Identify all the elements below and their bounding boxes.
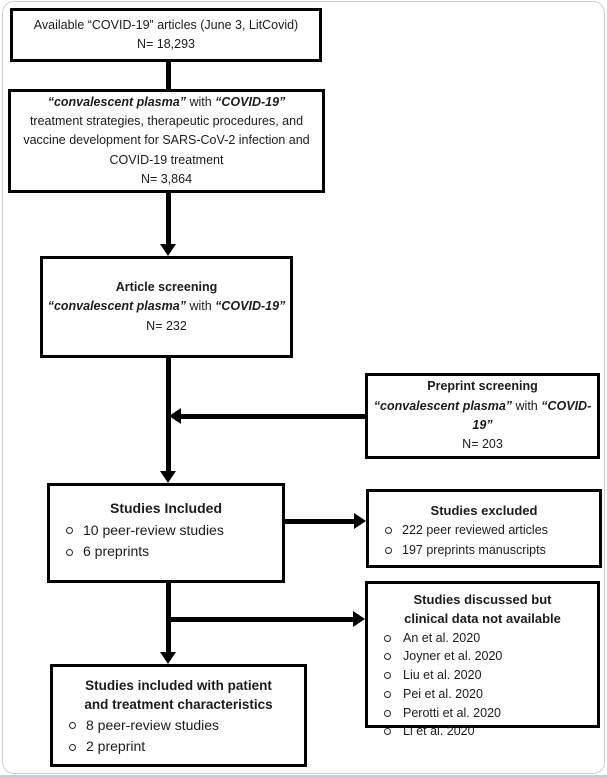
studies-included-title: Studies Included xyxy=(109,500,222,516)
list-item xyxy=(368,722,597,741)
studies-discussed-title: Studies discussed but xyxy=(413,592,552,607)
studies-discussed-title: clinical data not available xyxy=(404,610,561,626)
list-item xyxy=(368,704,597,723)
list-item-label: Pei et al. 2020 xyxy=(403,686,483,701)
arrowhead-down-icon xyxy=(160,244,176,256)
list-item xyxy=(50,520,282,542)
list-item xyxy=(368,666,597,685)
circle-bullet-icon xyxy=(69,744,76,751)
list-item xyxy=(53,736,304,758)
flow-box-preprint-screening xyxy=(365,373,600,459)
connector-line xyxy=(181,414,365,419)
list-item xyxy=(369,521,599,540)
search-phrase-covid: “COVID-19” xyxy=(215,94,286,109)
circle-bullet-icon xyxy=(385,547,392,554)
list-item xyxy=(53,715,304,737)
list-item xyxy=(368,685,597,704)
final-included-title: Studies included with patient xyxy=(85,678,272,693)
search-terms-text: vaccine development for SARS-CoV-2 infection and xyxy=(23,133,310,148)
circle-bullet-icon xyxy=(384,635,391,642)
list-item-label: 197 preprints manuscripts xyxy=(402,542,546,557)
arrowhead-right-icon xyxy=(354,513,366,529)
circle-bullet-icon xyxy=(66,549,73,556)
circle-bullet-icon xyxy=(385,527,392,534)
connector-line xyxy=(166,193,171,244)
list-item-label: 2 preprint xyxy=(86,738,146,755)
list-item xyxy=(368,629,597,648)
flow-box-article-screening xyxy=(40,256,293,358)
circle-bullet-icon xyxy=(66,527,73,534)
flow-box-studies-discussed xyxy=(365,581,600,739)
preprint-screening-line xyxy=(368,397,597,436)
flow-box-search-terms xyxy=(8,89,325,193)
circle-bullet-icon xyxy=(384,653,391,660)
available-articles-text: Available “COVID-19” articles (June 3, LitCovid) xyxy=(33,17,299,32)
available-articles-count: N= 18,293 xyxy=(136,37,196,51)
flow-box-studies-excluded xyxy=(366,489,602,568)
search-phrase-plasma: “convalescent plasma” xyxy=(47,94,186,109)
list-item-label: 6 preprints xyxy=(83,543,150,560)
arrowhead-right-icon xyxy=(353,611,365,627)
search-phrase-covid: “COVID-19” xyxy=(472,398,592,432)
flow-box-studies-included xyxy=(47,483,285,583)
list-item-label: 10 peer-review studies xyxy=(83,521,224,538)
arrowhead-down-icon xyxy=(160,652,176,664)
list-item-label: An et al. 2020 xyxy=(403,630,481,645)
list-item xyxy=(368,647,597,666)
circle-bullet-icon xyxy=(69,722,76,729)
search-phrase-covid: “COVID-19” xyxy=(215,299,286,314)
list-item-label: Perotti et al. 2020 xyxy=(403,705,501,720)
connector-line xyxy=(171,617,353,622)
search-terms-text: treatment strategies, therapeutic procedures, and xyxy=(29,113,304,128)
studies-excluded-title: Studies excluded xyxy=(430,503,538,518)
circle-bullet-icon xyxy=(384,691,391,698)
arrowhead-left-icon xyxy=(169,408,181,424)
list-item-label: Joyner et al. 2020 xyxy=(403,649,503,664)
list-item xyxy=(369,541,599,560)
article-screening-line xyxy=(43,297,290,316)
search-terms-count: N= 3,864 xyxy=(140,172,193,187)
search-conjunction: with xyxy=(189,94,212,109)
circle-bullet-icon xyxy=(384,728,391,735)
search-conjunction: with xyxy=(189,299,212,314)
search-phrase-plasma: “convalescent plasma” xyxy=(47,299,186,314)
flow-box-available-articles xyxy=(10,8,322,62)
search-phrase-plasma: “convalescent plasma” xyxy=(373,398,513,413)
arrowhead-down-icon xyxy=(160,471,176,483)
circle-bullet-icon xyxy=(384,672,391,679)
list-item-label: 8 peer-review studies xyxy=(86,716,220,733)
search-conjunction: with xyxy=(515,398,538,413)
list-item xyxy=(50,541,282,563)
preprint-screening-count: N= 203 xyxy=(462,437,503,452)
final-included-title: and treatment characteristics xyxy=(84,696,273,712)
connector-line xyxy=(166,62,171,89)
connector-line xyxy=(285,519,354,524)
circle-bullet-icon xyxy=(384,710,391,717)
article-screening-title: Article screening xyxy=(115,279,218,294)
list-item-label: 222 peer reviewed articles xyxy=(402,523,548,538)
list-item-label: Liu et al. 2020 xyxy=(403,668,482,683)
list-item-label: Li et al. 2020 xyxy=(403,724,475,739)
flow-box-final-included xyxy=(50,664,307,767)
preprint-screening-title: Preprint screening xyxy=(427,379,538,394)
search-terms-line xyxy=(11,93,322,112)
search-terms-text: COVID-19 treatment xyxy=(109,152,224,167)
article-screening-count: N= 232 xyxy=(146,318,187,333)
